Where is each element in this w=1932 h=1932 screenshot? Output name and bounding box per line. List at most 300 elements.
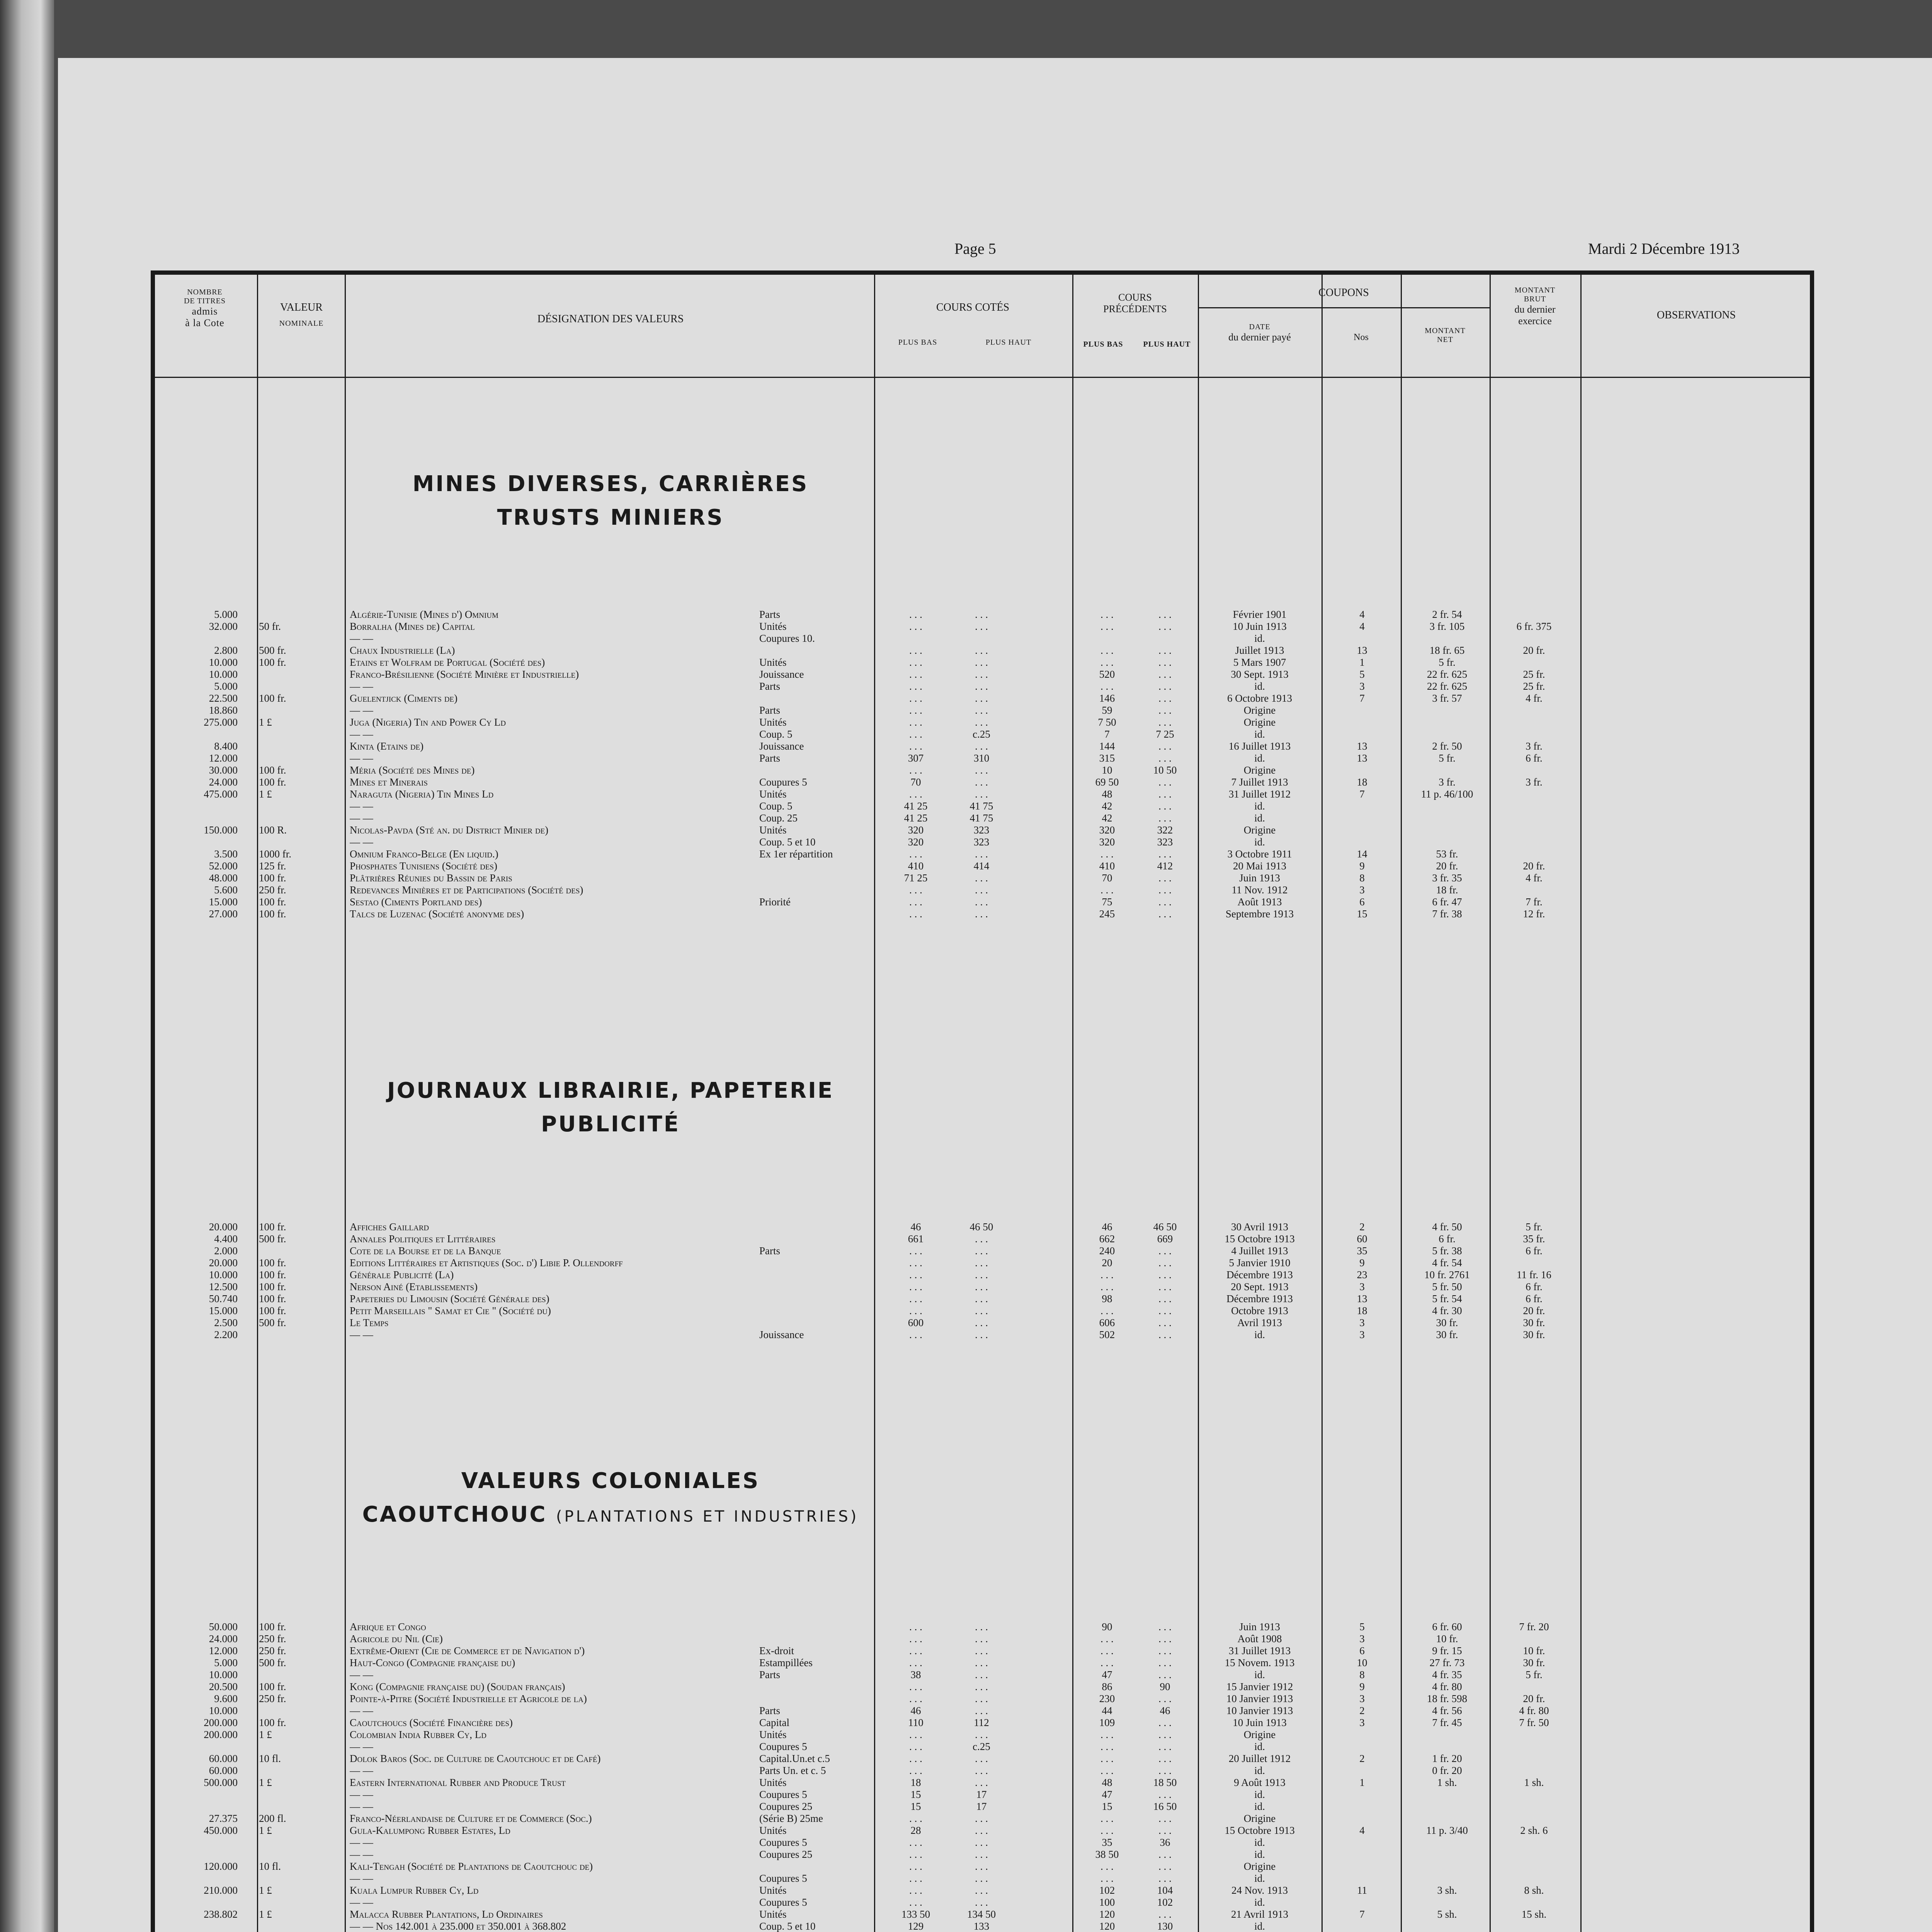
- row-prev-plus-haut: . . .: [1158, 752, 1172, 764]
- row-designation: — —: [350, 1872, 373, 1884]
- row-share-class: Parts: [759, 680, 780, 692]
- row-coupon-date: 15 Octobre 1913: [1225, 1233, 1295, 1245]
- header-plus-bas: PLUS BAS: [898, 338, 937, 347]
- row-prev-plus-bas: 410: [1099, 860, 1115, 872]
- row-coupon-net: 4 fr. 80: [1432, 1681, 1462, 1692]
- row-plus-haut: . . .: [975, 1825, 988, 1836]
- row-coupon-date: 3 Octobre 1911: [1227, 848, 1292, 860]
- row-plus-haut: . . .: [975, 1729, 988, 1740]
- row-coupon-net: 18 fr.: [1436, 884, 1458, 896]
- row-prev-plus-haut: 16 50: [1153, 1801, 1177, 1812]
- row-share-class: Unités: [759, 1908, 787, 1920]
- row-plus-bas: 661: [908, 1233, 924, 1245]
- row-designation: Gula-Kalumpong Rubber Estates, Ld: [350, 1825, 510, 1836]
- row-share-class: Parts: [759, 609, 780, 620]
- row-coupon-number: 3: [1359, 680, 1365, 692]
- row-count: 10.000: [209, 656, 238, 668]
- row-designation: Plâtrières Réunies du Bassin de Paris: [350, 872, 512, 884]
- row-coupon-number: 8: [1359, 1669, 1365, 1680]
- row-prev-plus-haut: . . .: [1158, 621, 1172, 632]
- row-prev-plus-bas: 75: [1102, 896, 1112, 908]
- table-row: [0, 1645, 1932, 1657]
- row-prev-plus-bas: 7: [1104, 728, 1110, 740]
- row-coupon-date: Origine: [1243, 824, 1276, 836]
- row-prev-plus-bas: . . .: [1100, 1281, 1114, 1293]
- row-prev-plus-bas: 35: [1102, 1837, 1112, 1848]
- row-coupon-net: 10 fr. 2761: [1424, 1269, 1470, 1281]
- row-coupon-date: 7 Juillet 1913: [1231, 776, 1288, 788]
- row-plus-bas: . . .: [909, 1329, 922, 1340]
- row-plus-bas: . . .: [909, 609, 922, 620]
- row-designation: Générale Publicité (La): [350, 1269, 454, 1281]
- row-nominal-value: 10 fl.: [259, 1861, 281, 1872]
- row-coupon-net: 30 fr.: [1436, 1329, 1458, 1340]
- table-row: [0, 1329, 1932, 1341]
- row-count: 10.000: [209, 1705, 238, 1716]
- row-designation: Borralha (Mines de) Capital: [350, 621, 475, 632]
- table-row: [0, 1633, 1932, 1645]
- row-plus-haut: . . .: [975, 1861, 988, 1872]
- row-count: 3.500: [214, 848, 238, 860]
- row-coupon-date: 10 Juin 1913: [1233, 621, 1287, 632]
- row-montant-brut: 5 fr.: [1526, 1221, 1543, 1233]
- row-prev-plus-haut: 46 50: [1153, 1221, 1177, 1233]
- header-coupon-date: DATE du dernier payé: [1228, 323, 1291, 343]
- row-nominal-value: 500 fr.: [259, 1233, 286, 1245]
- row-coupon-net: 2 fr. 54: [1432, 609, 1462, 620]
- row-share-class: Unités: [759, 716, 787, 728]
- row-plus-bas: 129: [908, 1920, 924, 1932]
- section-title-journaux: JOURNAUX LIBRAIRIE, PAPETERIE PUBLICITÉ: [387, 1078, 834, 1137]
- row-nominal-value: 100 fr.: [259, 1305, 286, 1316]
- table-row: [0, 752, 1932, 764]
- row-prev-plus-haut: . . .: [1158, 1693, 1172, 1704]
- row-coupon-number: 3: [1359, 1329, 1365, 1340]
- row-share-class: Parts: [759, 752, 780, 764]
- row-plus-bas: . . .: [909, 1245, 922, 1257]
- row-plus-haut: 323: [973, 836, 990, 848]
- row-plus-haut: . . .: [975, 704, 988, 716]
- row-prev-plus-haut: 90: [1160, 1681, 1170, 1692]
- row-prev-plus-bas: 47: [1102, 1669, 1112, 1680]
- row-designation: Papeteries du Limousin (Société Générale des): [350, 1293, 549, 1304]
- header-cours-cotes: COURS COTÉS: [936, 301, 1010, 313]
- row-designation: Franco-Néerlandaise de Culture et de Commerce (Soc.): [350, 1813, 592, 1824]
- row-share-class: Parts: [759, 1705, 780, 1716]
- row-coupon-number: 13: [1357, 740, 1367, 752]
- row-montant-brut: 20 fr.: [1523, 860, 1545, 872]
- row-designation: Annales Politiques et Littéraires: [350, 1233, 496, 1245]
- row-coupon-net: 11 p. 46/100: [1421, 788, 1473, 800]
- row-coupon-number: 60: [1357, 1233, 1367, 1245]
- row-coupon-net: 5 fr. 38: [1432, 1245, 1462, 1257]
- row-prev-plus-haut: . . .: [1158, 1633, 1172, 1645]
- row-coupon-net: 6 fr. 47: [1432, 896, 1462, 908]
- row-count: 475.000: [204, 788, 238, 800]
- row-plus-haut: . . .: [975, 1633, 988, 1645]
- row-coupon-net: 5 fr. 50: [1432, 1281, 1462, 1293]
- header-prev-plus-bas: PLUS BAS: [1083, 340, 1123, 349]
- row-plus-bas: . . .: [909, 668, 922, 680]
- table-row: [0, 1257, 1932, 1269]
- header-observations: OBSERVATIONS: [1656, 309, 1736, 321]
- row-count: 200.000: [204, 1729, 238, 1740]
- rows-mines: [0, 609, 1932, 920]
- row-count: 52.000: [209, 860, 238, 872]
- row-coupon-number: 7: [1359, 692, 1365, 704]
- row-designation: Chaux Industrielle (La): [350, 645, 455, 656]
- row-prev-plus-haut: 7 25: [1156, 728, 1174, 740]
- row-coupon-date: id.: [1254, 1741, 1265, 1752]
- row-nominal-value: 250 fr.: [259, 884, 286, 896]
- header-designation: DÉSIGNATION DES VALEURS: [537, 313, 684, 325]
- row-plus-haut: 112: [974, 1717, 989, 1728]
- row-prev-plus-haut: . . .: [1158, 896, 1172, 908]
- row-coupon-net: 7 fr. 45: [1432, 1717, 1462, 1728]
- row-designation: Malacca Rubber Plantations, Ld Ordinaires: [350, 1908, 543, 1920]
- row-share-class: Jouissance: [759, 1329, 804, 1340]
- row-coupon-net: 3 fr. 57: [1432, 692, 1462, 704]
- row-plus-bas: 320: [908, 824, 924, 836]
- row-designation: Méria (Société des Mines de): [350, 764, 475, 776]
- row-coupon-date: id.: [1254, 812, 1265, 824]
- row-nominal-value: 1 £: [259, 1884, 272, 1896]
- row-coupon-date: id.: [1254, 1896, 1265, 1908]
- row-coupon-number: 11: [1357, 1884, 1367, 1896]
- row-plus-haut: 134 50: [967, 1908, 996, 1920]
- row-prev-plus-bas: 120: [1099, 1920, 1115, 1932]
- row-coupon-net: 3 fr.: [1439, 776, 1456, 788]
- row-coupon-net: 22 fr. 625: [1427, 680, 1468, 692]
- row-plus-bas: . . .: [909, 1293, 922, 1304]
- row-plus-haut: . . .: [975, 1813, 988, 1824]
- row-prev-plus-haut: . . .: [1158, 1861, 1172, 1872]
- row-nominal-value: 100 fr.: [259, 896, 286, 908]
- row-plus-bas: . . .: [909, 1305, 922, 1316]
- row-plus-bas: . . .: [909, 1281, 922, 1293]
- row-plus-bas: 15: [910, 1801, 921, 1812]
- row-prev-plus-bas: . . .: [1100, 609, 1114, 620]
- table-row: [0, 860, 1932, 872]
- row-prev-plus-bas: 606: [1099, 1317, 1115, 1328]
- coupons-header-rule: [1198, 307, 1490, 308]
- row-plus-haut: . . .: [975, 1765, 988, 1776]
- row-share-class: Parts Un. et c. 5: [759, 1765, 826, 1776]
- section-title-coloniales: VALEURS COLONIALES CAOUTCHOUC (PLANTATIONS ET INDUSTRIES): [362, 1468, 859, 1527]
- row-coupon-net: 5 fr.: [1439, 752, 1456, 764]
- table-row: [0, 1245, 1932, 1257]
- row-plus-haut: . . .: [975, 884, 988, 896]
- table-row: [0, 1705, 1932, 1717]
- row-plus-bas: . . .: [909, 1257, 922, 1269]
- row-prev-plus-bas: 320: [1099, 824, 1115, 836]
- row-count: 120.000: [204, 1861, 238, 1872]
- row-coupon-date: Origine: [1243, 1729, 1276, 1740]
- row-montant-brut: 30 fr.: [1523, 1657, 1545, 1668]
- row-count: 200.000: [204, 1717, 238, 1728]
- rows-journaux: [0, 1221, 1932, 1341]
- row-prev-plus-bas: 46: [1102, 1221, 1112, 1233]
- row-coupon-date: Juin 1913: [1239, 872, 1280, 884]
- row-plus-haut: . . .: [975, 1669, 988, 1680]
- row-share-class: Unités: [759, 1884, 787, 1896]
- row-prev-plus-bas: . . .: [1100, 645, 1114, 656]
- row-prev-plus-haut: . . .: [1158, 1245, 1172, 1257]
- row-share-class: Jouissance: [759, 740, 804, 752]
- row-montant-brut: 4 fr.: [1526, 872, 1543, 884]
- row-count: 5.600: [214, 884, 238, 896]
- row-coupon-number: 4: [1359, 609, 1365, 620]
- row-montant-brut: 6 fr.: [1526, 1245, 1543, 1257]
- row-plus-bas: . . .: [909, 1896, 922, 1908]
- row-designation: — —: [350, 680, 373, 692]
- row-share-class: Coupures 25: [759, 1849, 813, 1860]
- row-coupon-date: Septembre 1913: [1225, 908, 1294, 920]
- row-nominal-value: 100 fr.: [259, 1681, 286, 1692]
- row-count: 12.500: [209, 1281, 238, 1293]
- row-montant-brut: 10 fr.: [1523, 1645, 1545, 1656]
- row-plus-haut: . . .: [975, 609, 988, 620]
- row-plus-haut: . . .: [975, 1884, 988, 1896]
- row-nominal-value: 200 fl.: [259, 1813, 286, 1824]
- row-prev-plus-haut: . . .: [1158, 1729, 1172, 1740]
- row-coupon-date: id.: [1254, 1765, 1265, 1776]
- table-row: [0, 1693, 1932, 1705]
- row-coupon-date: 5 Mars 1907: [1233, 656, 1286, 668]
- row-prev-plus-haut: 18 50: [1153, 1777, 1177, 1788]
- row-prev-plus-haut: . . .: [1158, 692, 1172, 704]
- row-plus-bas: . . .: [909, 1837, 922, 1848]
- row-count: 2.000: [214, 1245, 238, 1257]
- row-coupon-date: Juin 1913: [1239, 1621, 1280, 1633]
- row-prev-plus-bas: 15: [1102, 1801, 1112, 1812]
- table-row: [0, 848, 1932, 860]
- row-plus-bas: . . .: [909, 692, 922, 704]
- row-plus-bas: 46: [910, 1705, 921, 1716]
- table-row: [0, 1221, 1932, 1233]
- row-coupon-date: 16 Juillet 1913: [1228, 740, 1291, 752]
- row-coupon-number: 3: [1359, 1717, 1365, 1728]
- row-share-class: Unités: [759, 1825, 787, 1836]
- row-plus-haut: . . .: [975, 716, 988, 728]
- header-value: VALEUR NOMINALE: [279, 301, 324, 328]
- row-plus-haut: . . .: [975, 1693, 988, 1704]
- row-coupon-date: 6 Octobre 1913: [1227, 692, 1292, 704]
- row-montant-brut: 30 fr.: [1523, 1329, 1545, 1340]
- row-designation: Algérie-Tunisie (Mines d') Omnium: [350, 609, 498, 620]
- row-designation: Nicolas-Pavda (Sté an. du District Minier de): [350, 824, 549, 836]
- row-share-class: Parts: [759, 704, 780, 716]
- row-count: 450.000: [204, 1825, 238, 1836]
- row-prev-plus-haut: 323: [1157, 836, 1173, 848]
- row-prev-plus-bas: 38 50: [1095, 1849, 1119, 1860]
- row-coupon-number: 1: [1359, 656, 1365, 668]
- row-montant-brut: 3 fr.: [1526, 740, 1543, 752]
- row-designation: Nerson Ainé (Etablissements): [350, 1281, 478, 1293]
- row-prev-plus-bas: 48: [1102, 1777, 1112, 1788]
- row-coupon-date: Décembre 1913: [1226, 1269, 1293, 1281]
- row-montant-brut: 3 fr.: [1526, 776, 1543, 788]
- table-row: [0, 1777, 1932, 1789]
- row-prev-plus-haut: 102: [1157, 1896, 1173, 1908]
- row-coupon-net: 1 fr. 20: [1432, 1753, 1462, 1764]
- table-row: [0, 1825, 1932, 1837]
- row-plus-haut: c.25: [973, 728, 990, 740]
- row-coupon-date: id.: [1254, 752, 1265, 764]
- table-row: [0, 1293, 1932, 1305]
- row-montant-brut: 1 sh.: [1524, 1777, 1544, 1788]
- row-count: 20.000: [209, 1221, 238, 1233]
- row-designation: — —: [350, 633, 373, 644]
- row-coupon-date: 15 Janvier 1912: [1226, 1681, 1293, 1692]
- row-prev-plus-haut: . . .: [1158, 1765, 1172, 1776]
- row-coupon-date: id.: [1254, 728, 1265, 740]
- row-designation: Kuala Lumpur Rubber Cy, Ld: [350, 1884, 479, 1896]
- row-designation: — —: [350, 1849, 373, 1860]
- row-share-class: Parts: [759, 1669, 780, 1680]
- row-coupon-date: Origine: [1243, 764, 1276, 776]
- row-plus-bas: . . .: [909, 1861, 922, 1872]
- row-coupon-number: 4: [1359, 621, 1365, 632]
- row-prev-plus-haut: . . .: [1158, 1813, 1172, 1824]
- table-row: [0, 1801, 1932, 1813]
- row-montant-brut: 6 fr.: [1526, 752, 1543, 764]
- row-plus-haut: . . .: [975, 668, 988, 680]
- row-share-class: Unités: [759, 1729, 787, 1740]
- row-coupon-date: 9 Août 1913: [1234, 1777, 1286, 1788]
- row-designation: — — Nos 142.001 à 235.000 et 350.001 à 368.802: [350, 1920, 566, 1932]
- row-coupon-net: 4 fr. 30: [1432, 1305, 1462, 1316]
- row-count: 5.000: [214, 609, 238, 620]
- row-prev-plus-haut: . . .: [1158, 1293, 1172, 1304]
- row-coupon-date: 24 Nov. 1913: [1231, 1884, 1288, 1896]
- row-coupon-number: 18: [1357, 776, 1367, 788]
- row-prev-plus-bas: . . .: [1100, 1729, 1114, 1740]
- row-coupon-number: 6: [1359, 1645, 1365, 1656]
- rows-coloniales: [0, 1621, 1932, 1932]
- table-row: [0, 800, 1932, 812]
- row-coupon-date: 15 Octobre 1913: [1225, 1825, 1295, 1836]
- row-coupon-net: 5 fr. 54: [1432, 1293, 1462, 1304]
- row-coupon-net: 6 fr.: [1439, 1233, 1456, 1245]
- row-share-class: Ex 1er répartition: [759, 848, 833, 860]
- row-prev-plus-bas: 520: [1099, 668, 1115, 680]
- row-plus-bas: 41 25: [904, 812, 928, 824]
- row-designation: — —: [350, 1837, 373, 1848]
- row-coupon-number: 5: [1359, 1621, 1365, 1633]
- row-designation: Dolok Baros (Soc. de Culture de Caoutchouc et de Café): [350, 1753, 601, 1764]
- row-share-class: Coup. 5: [759, 800, 793, 812]
- row-plus-bas: 110: [908, 1717, 923, 1728]
- row-coupon-date: 20 Mai 1913: [1233, 860, 1286, 872]
- header-rule: [153, 377, 1812, 378]
- table-row: [0, 716, 1932, 728]
- row-prev-plus-bas: 315: [1099, 752, 1115, 764]
- row-prev-plus-bas: 240: [1099, 1245, 1115, 1257]
- row-plus-haut: . . .: [975, 896, 988, 908]
- row-designation: Pointe-à-Pitre (Société Industrielle et Agricole de la): [350, 1693, 587, 1704]
- header-plus-haut: PLUS HAUT: [985, 338, 1032, 347]
- row-coupon-date: Octobre 1913: [1231, 1305, 1288, 1316]
- row-count: 60.000: [209, 1753, 238, 1764]
- row-coupon-date: id.: [1254, 1789, 1265, 1800]
- row-count: 500.000: [204, 1777, 238, 1788]
- row-prev-plus-bas: . . .: [1100, 1813, 1114, 1824]
- row-plus-haut: . . .: [975, 1837, 988, 1848]
- row-montant-brut: 8 sh.: [1524, 1884, 1544, 1896]
- row-coupon-net: 30 fr.: [1436, 1317, 1458, 1328]
- table-row: [0, 1789, 1932, 1801]
- row-plus-haut: . . .: [975, 1293, 988, 1304]
- row-prev-plus-haut: . . .: [1158, 1281, 1172, 1293]
- row-plus-bas: . . .: [909, 1645, 922, 1656]
- row-coupon-net: 4 fr. 54: [1432, 1257, 1462, 1269]
- table-row: [0, 740, 1932, 752]
- row-plus-bas: 307: [908, 752, 924, 764]
- row-prev-plus-bas: 42: [1102, 812, 1112, 824]
- row-plus-bas: . . .: [909, 621, 922, 632]
- row-share-class: Coupures 5: [759, 1741, 807, 1752]
- row-count: 24.000: [209, 1633, 238, 1645]
- row-designation: Editions Littéraires et Artistiques (Soc. d') Libie P. Ollendorff: [350, 1257, 623, 1269]
- table-row: [0, 1753, 1932, 1765]
- row-designation: — —: [350, 1801, 373, 1812]
- row-prev-plus-bas: . . .: [1100, 656, 1114, 668]
- row-plus-bas: 28: [910, 1825, 921, 1836]
- row-prev-plus-bas: 144: [1099, 740, 1115, 752]
- row-prev-plus-haut: . . .: [1158, 884, 1172, 896]
- row-prev-plus-bas: 20: [1102, 1257, 1112, 1269]
- row-designation: — —: [350, 1741, 373, 1752]
- row-prev-plus-haut: . . .: [1158, 1849, 1172, 1860]
- row-designation: Omnium Franco-Belge (En liquid.): [350, 848, 498, 860]
- row-coupon-date: 11 Nov. 1912: [1231, 884, 1288, 896]
- row-count: 32.000: [209, 621, 238, 632]
- row-coupon-number: 18: [1357, 1305, 1367, 1316]
- row-coupon-date: Août 1908: [1237, 1633, 1282, 1645]
- table-row: [0, 1920, 1932, 1932]
- row-plus-bas: . . .: [909, 1729, 922, 1740]
- row-designation: Guelentjick (Ciments de): [350, 692, 458, 704]
- row-count: 210.000: [204, 1884, 238, 1896]
- row-plus-haut: . . .: [975, 1681, 988, 1692]
- row-designation: Naraguta (Nigeria) Tin Mines Ld: [350, 788, 494, 800]
- row-count: 8.400: [214, 740, 238, 752]
- row-coupon-date: id.: [1254, 633, 1265, 644]
- row-coupon-net: 18 fr. 598: [1427, 1693, 1468, 1704]
- row-prev-plus-bas: . . .: [1100, 1861, 1114, 1872]
- row-prev-plus-bas: 44: [1102, 1705, 1112, 1716]
- row-coupon-number: 13: [1357, 1293, 1367, 1304]
- table-row: [0, 728, 1932, 740]
- row-coupon-number: 15: [1357, 908, 1367, 920]
- row-prev-plus-haut: . . .: [1158, 1257, 1172, 1269]
- row-count: 50.740: [209, 1293, 238, 1304]
- row-count: 50.000: [209, 1621, 238, 1633]
- row-coupon-date: Origine: [1243, 704, 1276, 716]
- row-nominal-value: 100 fr.: [259, 692, 286, 704]
- row-plus-haut: . . .: [975, 1753, 988, 1764]
- row-coupon-number: 2: [1359, 1753, 1365, 1764]
- table-row: [0, 656, 1932, 668]
- row-prev-plus-haut: . . .: [1158, 1908, 1172, 1920]
- row-share-class: Unités: [759, 788, 787, 800]
- row-plus-bas: . . .: [909, 1872, 922, 1884]
- row-coupon-date: 31 Juillet 1912: [1228, 788, 1291, 800]
- row-prev-plus-bas: . . .: [1100, 680, 1114, 692]
- issue-date: Mardi 2 Décembre 1913: [1588, 240, 1740, 257]
- table-row: [0, 1908, 1932, 1920]
